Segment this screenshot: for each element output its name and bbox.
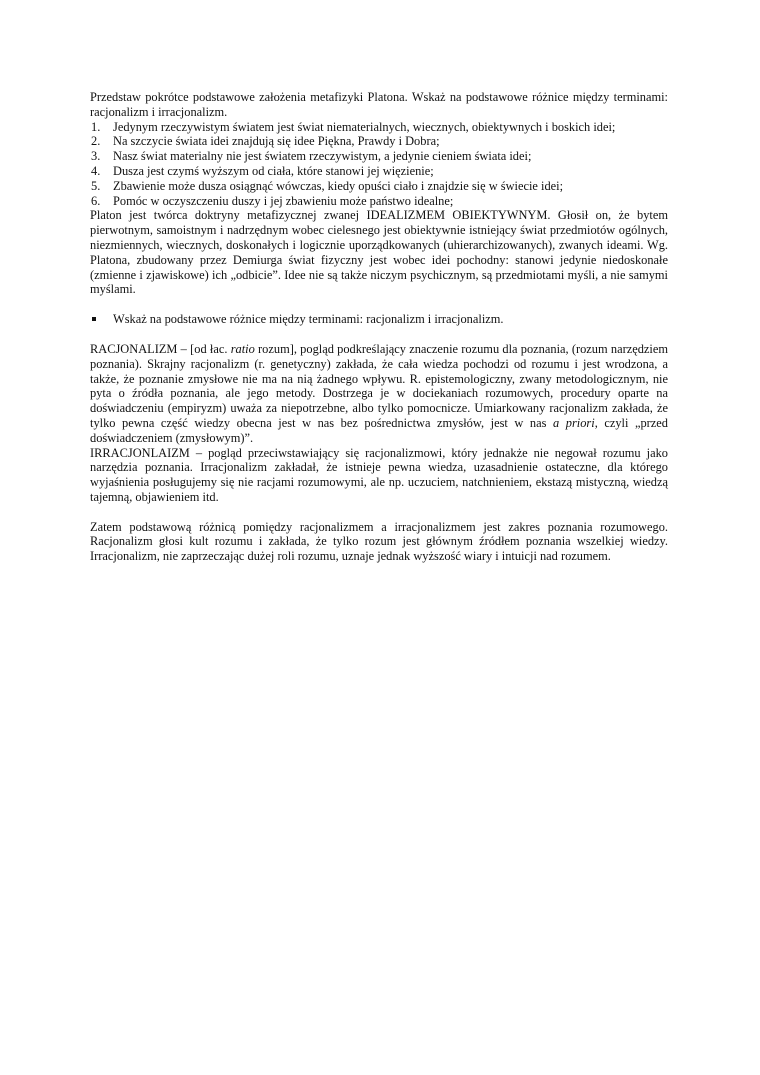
list-item-text: Nasz świat materialny nie jest światem rzeczywistym, a jedynie cieniem świata idei; bbox=[113, 149, 532, 164]
list-item bbox=[90, 149, 668, 164]
platon-assumptions-list bbox=[90, 120, 668, 209]
racjonalizm-text-2: rozum], pogląd podkreślający znaczenie rozumu dla poznania, (rozum narzędziem poznania). Skrajny racjonalizm (r. genetyczny) zakłada, że cała wiedza pochodzi od rozumu i jest wrodzona, a także, że poznanie zmysłowe nie ma na nią żadnego wpływu. R. epistemologiczny, zwany metodologicznym, nie pyta o źródła poznania, ale jego metody. Dostrzega je w dociekaniach rozumowych, procedury oparte na doświadczeniu (empiryzm) uważa za niepotrzebne, albo tylko pomocnicze. Umiarkowany racjonalizm zakłada, że tylko pewna część wiedzy obecna jest w nas bez pośrednictwa zmysłów, jest w nas bbox=[90, 341, 668, 430]
list-item-text: Jedynym rzeczywistym światem jest świat niematerialnych, wiecznych, obiektywnych i boskich idei; bbox=[113, 119, 616, 134]
list-item-text: Dusza jest czymś wyższym od ciała, które stanowi jej więzienie; bbox=[113, 163, 434, 178]
conclusion-paragraph: Zatem podstawową różnicą pomiędzy racjonalizmem a irracjonalizmem jest zakres poznania rozumowego. Racjonalizm głosi kult rozumu i zakłada, że tylko rozum jest głównym źródłem poznania wszelkiej wiedzy. Irracjonalizm, nie zaprzeczając dużej roli rozumu, uznaje jednak wyższość wiary i intuicji nad rozumem. bbox=[90, 519, 668, 564]
racjonalizm-ratio-term: ratio bbox=[230, 341, 255, 356]
bullet-item bbox=[90, 312, 668, 327]
paragraph-gap bbox=[90, 327, 668, 342]
list-item bbox=[90, 134, 668, 149]
list-item-text: Zbawienie może dusza osiągnąć wówczas, kiedy opuści ciało i znajdzie się w świecie idei; bbox=[113, 178, 564, 193]
list-item-text: Pomóc w oczyszczeniu duszy i jej zbawieniu może państwo idealne; bbox=[113, 193, 454, 208]
racjonalizm-text-1: RACJONALIZM – [od łac. bbox=[90, 341, 231, 356]
racjonalizm-apriori-term: a priori bbox=[553, 415, 595, 430]
list-item bbox=[90, 120, 668, 135]
list-item bbox=[90, 164, 668, 179]
list-item-number: 1. bbox=[91, 119, 101, 134]
list-item-number: 4. bbox=[91, 163, 101, 178]
racjonalizm-text-3: , czyli „przed doświadczeniem (zmysłowym)”. bbox=[90, 415, 669, 445]
list-item bbox=[90, 194, 668, 209]
platon-paragraph: Platon jest twórca doktryny metafizycznej zwanej IDEALIZMEM OBIEKTYWNYM. Głosił on, że bytem pierwotnym, samoistnym i nadrzędnym wobec cielesnego jest obiektywnie istniejący świat przedmiotów ogólnych, niezmiennych, wiecznych, doskonałych i logicznie uporządkowanych (uhierarchizowanych), zwanych ideami. Wg. Platona, zbudowany przez Demiurga świat fizyczny jest wobec idei pochodny: stanowi jedynie niedoskonałe (zmienne i zjawiskowe) ich „odbicie”. Idee nie są także niczym psychicznym, są przedmiotami myśli, a nie samymi myślami. bbox=[90, 208, 668, 297]
list-item-text: Na szczycie świata idei znajdują się idee Piękna, Prawdy i Dobra; bbox=[113, 134, 440, 149]
list-item bbox=[90, 179, 668, 194]
bullet-text: Wskaż na podstawowe różnice między terminami: racjonalizm i irracjonalizm. bbox=[113, 312, 504, 327]
paragraph-gap bbox=[90, 505, 668, 520]
intro-question: Przedstaw pokrótce podstawowe założenia metafizyki Platona. Wskaż na podstawowe różnice między terminami: racjonalizm i irracjonalizm. bbox=[90, 90, 668, 119]
list-item-number: 2. bbox=[91, 134, 101, 149]
list-item-number: 3. bbox=[91, 149, 101, 164]
list-item-number: 6. bbox=[91, 193, 101, 208]
list-item-number: 5. bbox=[91, 178, 101, 193]
racjonalizm-paragraph bbox=[90, 342, 668, 446]
irracjonalizm-paragraph: IRRACJONLAIZM – pogląd przeciwstawiający się racjonalizmowi, który jednakże nie negował rozumu jako narzędzia poznania. Irracjonalizm zakładał, że istnieje pewna wiedza, uzasadnienie ostateczne, dla którego wyjaśnienia posługujemy się nie racjami rozumowymi, ale np. uczuciem, natchnieniem, ekstazą mistyczną, wiedzą tajemną, objawieniem itd. bbox=[90, 445, 668, 504]
document-page bbox=[90, 90, 668, 564]
square-bullet-icon bbox=[92, 317, 96, 321]
